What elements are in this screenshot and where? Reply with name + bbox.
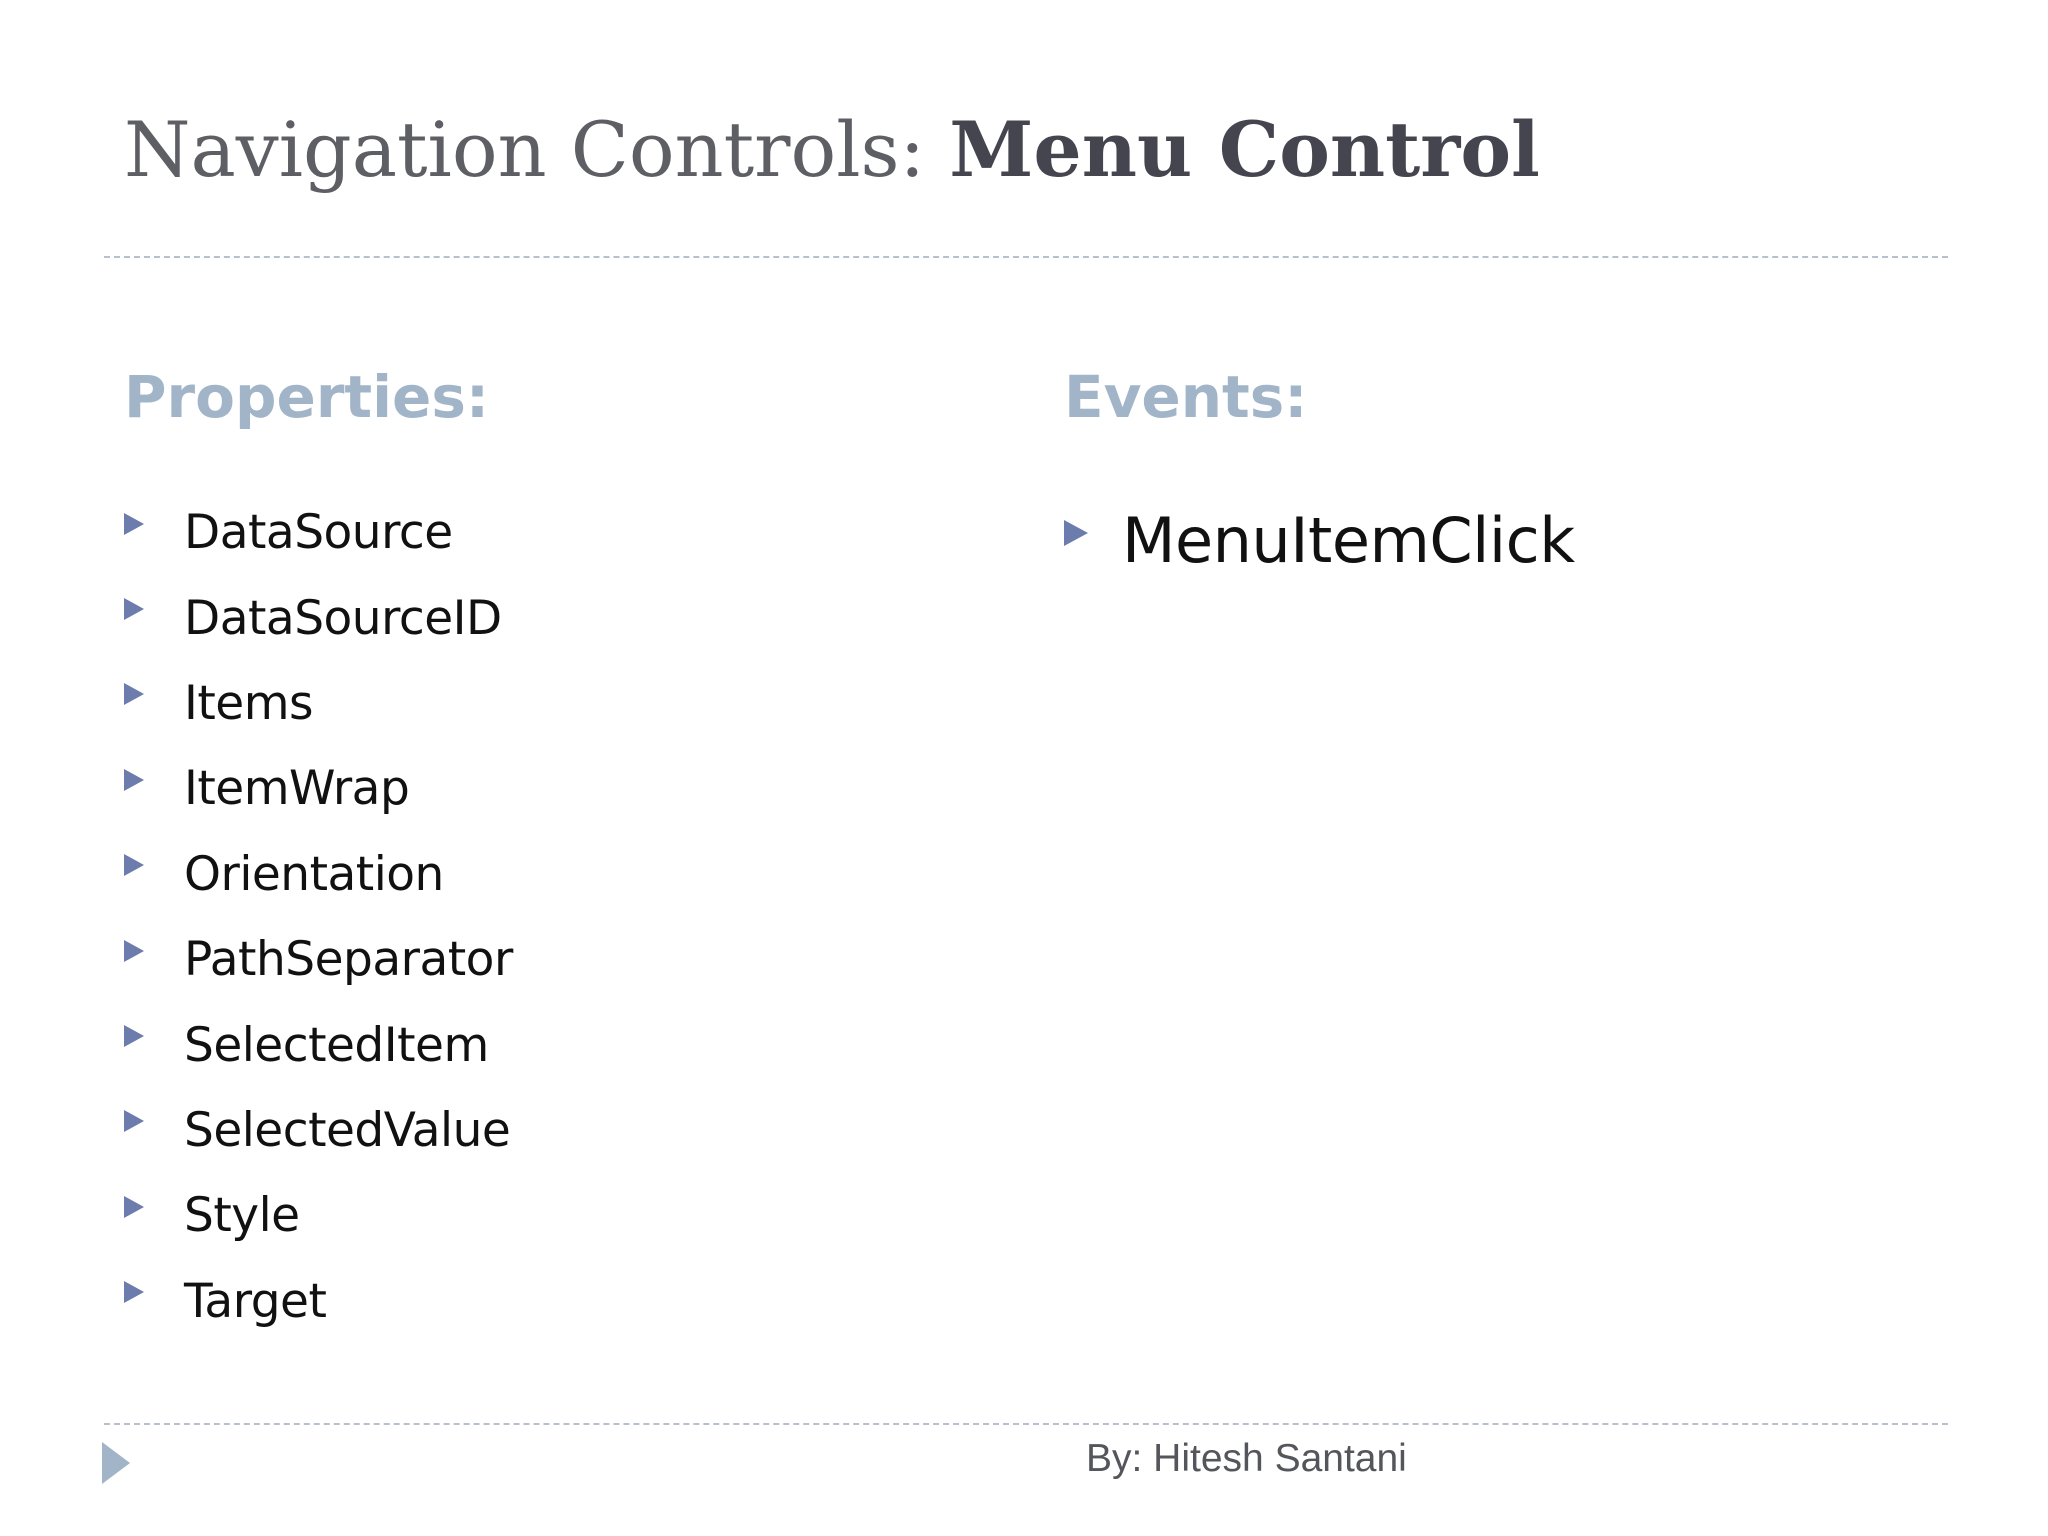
list-item [124, 575, 513, 660]
properties-heading: Properties: [124, 363, 490, 431]
list-item [124, 1088, 513, 1173]
triangle-bullet-icon [124, 1025, 144, 1047]
event-label: MenuItemClick [1122, 503, 1575, 577]
bottom-divider [104, 1423, 1948, 1425]
triangle-bullet-icon [124, 1196, 144, 1218]
footer-author: By: Hitesh Santani [1086, 1437, 1407, 1480]
property-label: Items [184, 675, 313, 731]
property-label: DataSourceID [184, 590, 502, 646]
property-label: Orientation [184, 846, 444, 902]
property-label: Target [184, 1273, 327, 1329]
triangle-bullet-icon [124, 940, 144, 962]
properties-list [124, 490, 513, 1344]
property-label: ItemWrap [184, 761, 410, 817]
list-item [124, 1259, 513, 1344]
triangle-bullet-icon [124, 683, 144, 705]
list-item [1064, 500, 1575, 580]
property-label: SelectedItem [184, 1017, 489, 1073]
triangle-bullet-icon [124, 854, 144, 876]
list-item [124, 832, 513, 917]
list-item [124, 1002, 513, 1087]
list-item [124, 490, 513, 575]
list-item [124, 1173, 513, 1258]
property-label: SelectedValue [184, 1102, 511, 1158]
slide-title-bold: Menu Control [949, 105, 1540, 194]
events-heading: Events: [1064, 363, 1308, 431]
triangle-bullet-icon [124, 769, 144, 791]
triangle-bullet-icon [124, 1110, 144, 1132]
triangle-arrow-icon [102, 1442, 130, 1484]
triangle-bullet-icon [124, 1281, 144, 1303]
triangle-bullet-icon [124, 513, 144, 535]
slide-title [124, 104, 1540, 195]
property-label: DataSource [184, 505, 453, 561]
slide-title-prefix: Navigation Controls: [124, 105, 950, 194]
list-item [124, 746, 513, 831]
list-item [124, 917, 513, 1002]
triangle-bullet-icon [124, 598, 144, 620]
triangle-bullet-icon [1064, 520, 1088, 546]
list-item [124, 661, 513, 746]
property-label: PathSeparator [184, 932, 513, 988]
events-list [1064, 500, 1575, 580]
property-label: Style [184, 1188, 300, 1244]
top-divider [104, 256, 1948, 258]
